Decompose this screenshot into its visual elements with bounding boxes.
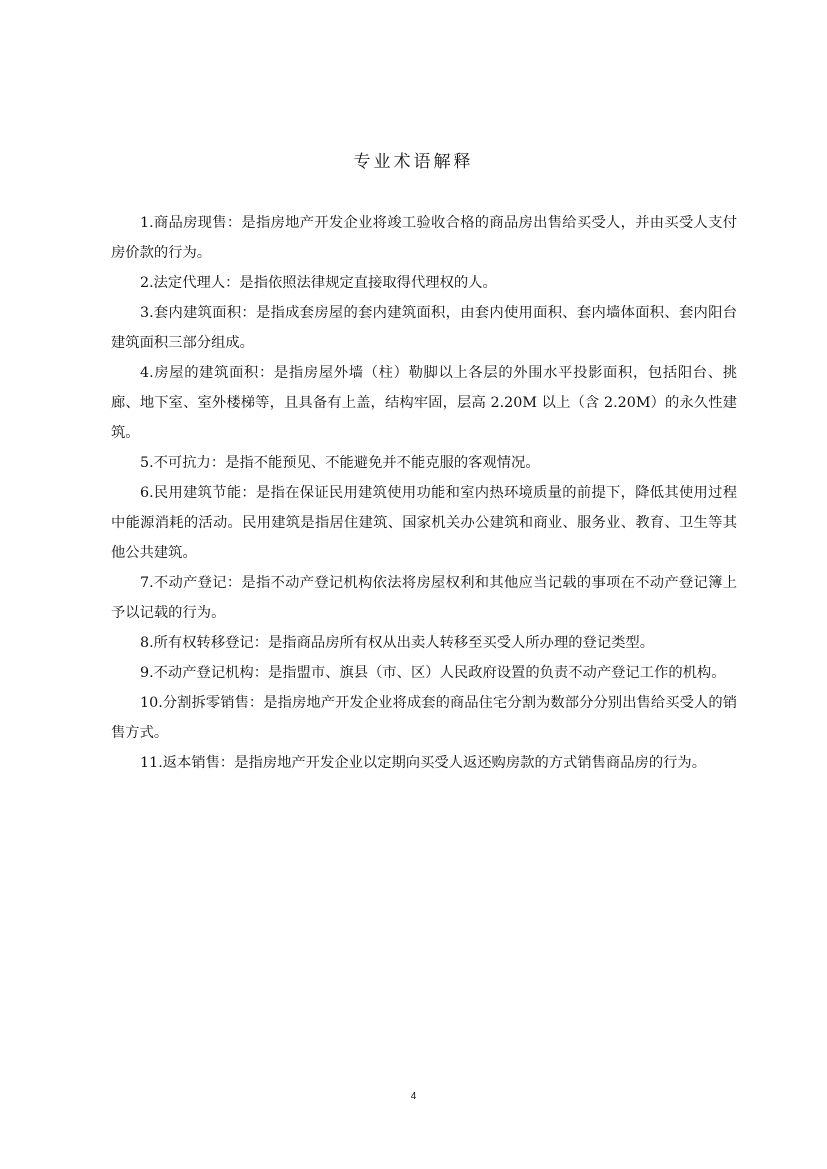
term-paragraph: 4.房屋的建筑面积：是指房屋外墙（柱）勒脚以上各层的外围水平投影面积，包括阳台、挑廊、地下室、室外楼梯等，且具备有上盖，结构牢固，层高 2.20M 以上（含 2.20M）的永久性建筑。 <box>111 365 737 441</box>
term-paragraph: 9.不动产登记机构：是指盟市、旗县（市、区）人民政府设置的负责不动产登记工作的机构。 <box>140 665 726 681</box>
term-paragraph: 1.商品房现售：是指房地产开发企业将竣工验收合格的商品房出售给买受人，并由买受人支付房价款的行为。 <box>111 215 737 261</box>
page-title: 专业术语解释 <box>353 152 474 172</box>
page-number: 4 <box>410 1091 417 1102</box>
term-paragraph: 5.不可抗力：是指不能预见、不能避免并不能克服的客观情况。 <box>140 455 540 471</box>
term-paragraph: 2.法定代理人：是指依照法律规定直接取得代理权的人。 <box>140 275 497 291</box>
term-paragraph: 10.分割拆零销售：是指房地产开发企业将成套的商品住宅分割为数部分分别出售给买受人的销售方式。 <box>111 695 737 741</box>
term-paragraph: 7.不动产登记：是指不动产登记机构依法将房屋权利和其他应当记载的事项在不动产登记簿上予以记载的行为。 <box>111 575 737 621</box>
term-paragraph: 8.所有权转移登记：是指商品房所有权从出卖人转移至买受人所办理的登记类型。 <box>140 635 655 651</box>
terms-list <box>111 208 737 778</box>
term-paragraph: 3.套内建筑面积：是指成套房屋的套内建筑面积，由套内使用面积、套内墙体面积、套内阳台建筑面积三部分组成。 <box>111 305 737 351</box>
term-paragraph: 11.返本销售：是指房地产开发企业以定期向买受人返还购房款的方式销售商品房的行为。 <box>140 755 707 771</box>
term-paragraph: 6.民用建筑节能：是指在保证民用建筑使用功能和室内热环境质量的前提下，降低其使用过程中能源消耗的活动。民用建筑是指居住建筑、国家机关办公建筑和商业、服务业、教育、卫生等其他公共建筑。 <box>111 485 737 561</box>
